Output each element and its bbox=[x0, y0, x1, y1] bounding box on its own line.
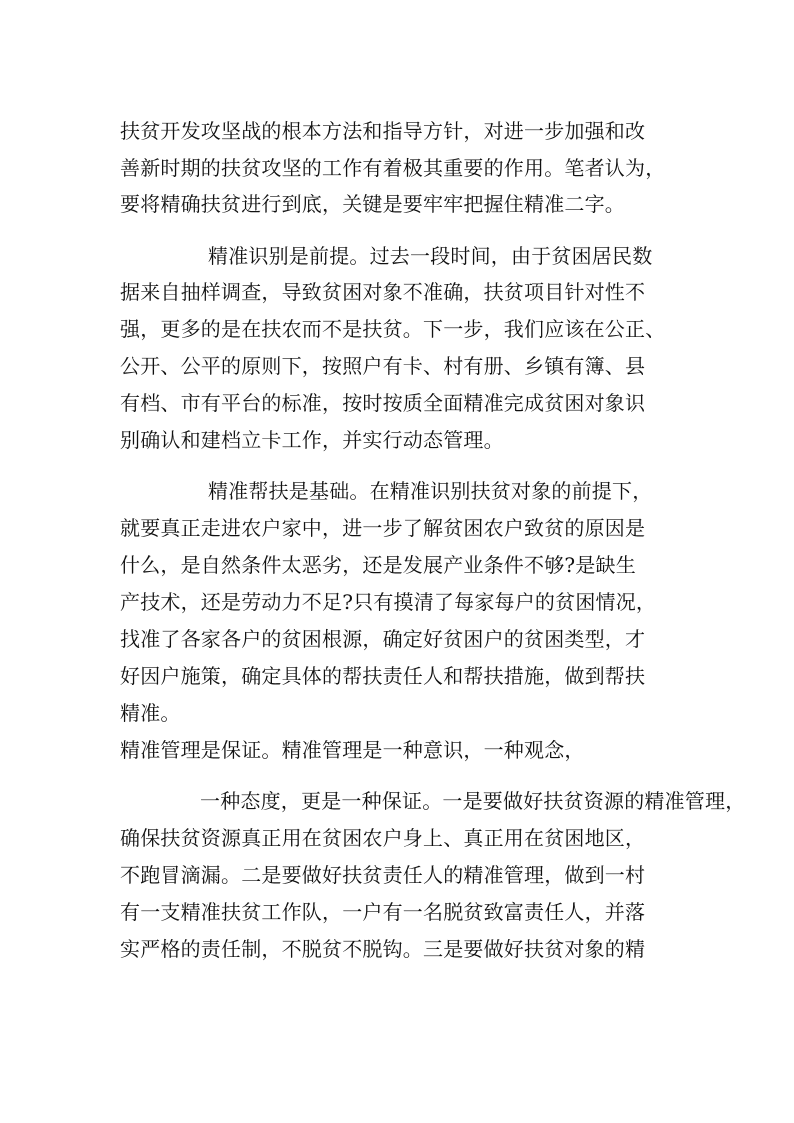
text-line: 别确认和建档立卡工作，并实行动态管理。 bbox=[120, 428, 504, 452]
text-line: 有一支精准扶贫工作队，一户有一名脱贫致富责任人，并落 bbox=[120, 900, 646, 924]
paragraph-heading-line: 一种态度，更是一种保证。一是要做好扶贫资源的精准管理， bbox=[200, 789, 746, 813]
text-line: 强，更多的是在扶农而不是扶贫。下一步，我们应该在公正、 bbox=[120, 317, 666, 341]
text-line: 产技术，还是劳动力不足?只有摸清了每家每户的贫困情况， bbox=[120, 590, 657, 614]
text-line: 有档、市有平台的标准，按时按质全面精准完成贫困对象识 bbox=[120, 391, 646, 415]
text-line: 就要真正走进农户家中，进一步了解贫困农户致贫的原因是 bbox=[120, 516, 646, 540]
text-line: 确保扶贫资源真正用在贫困农户身上、真正用在贫困地区， bbox=[120, 826, 646, 850]
paragraph-heading-line: 精准帮扶是基础。在精准识别扶贫对象的前提下， bbox=[208, 479, 653, 503]
text-line: 善新时期的扶贫攻坚的工作有着极其重要的作用。笔者认为， bbox=[120, 156, 666, 180]
text-line: 什么，是自然条件太恶劣，还是发展产业条件不够?是缺生 bbox=[120, 553, 636, 577]
text-line bbox=[120, 970, 680, 1002]
text-line: 好因户施策，确定具体的帮扶责任人和帮扶措施，做到帮扶 bbox=[120, 664, 646, 688]
text-line: 公开、公平的原则下，按照户有卡、村有册、乡镇有簿、县 bbox=[120, 354, 646, 378]
text-line: 据来自抽样调查，导致贫困对象不准确，扶贫项目针对性不 bbox=[120, 280, 646, 304]
text-line: 精准管理是保证。精准管理是一种意识，一种观念， bbox=[120, 738, 585, 762]
text-line: 实严格的责任制，不脱贫不脱钩。三是要做好扶贫对象的精 bbox=[120, 937, 646, 961]
text-line: 找准了各家各户的贫困根源，确定好贫困户的贫困类型，才 bbox=[120, 627, 646, 651]
text-line: 要将精确扶贫进行到底，关键是要牢牢把握住精准二字。 bbox=[120, 192, 625, 216]
text-line: 不跑冒滴漏。二是要做好扶贫责任人的精准管理，做到一村 bbox=[120, 863, 646, 887]
text-line: 精准。 bbox=[120, 701, 181, 725]
text-line: 扶贫开发攻坚战的根本方法和指导方针，对进一步加强和改 bbox=[120, 119, 646, 143]
paragraph-heading-line: 精准识别是前提。过去一段时间，由于贫困居民数 bbox=[208, 244, 653, 268]
